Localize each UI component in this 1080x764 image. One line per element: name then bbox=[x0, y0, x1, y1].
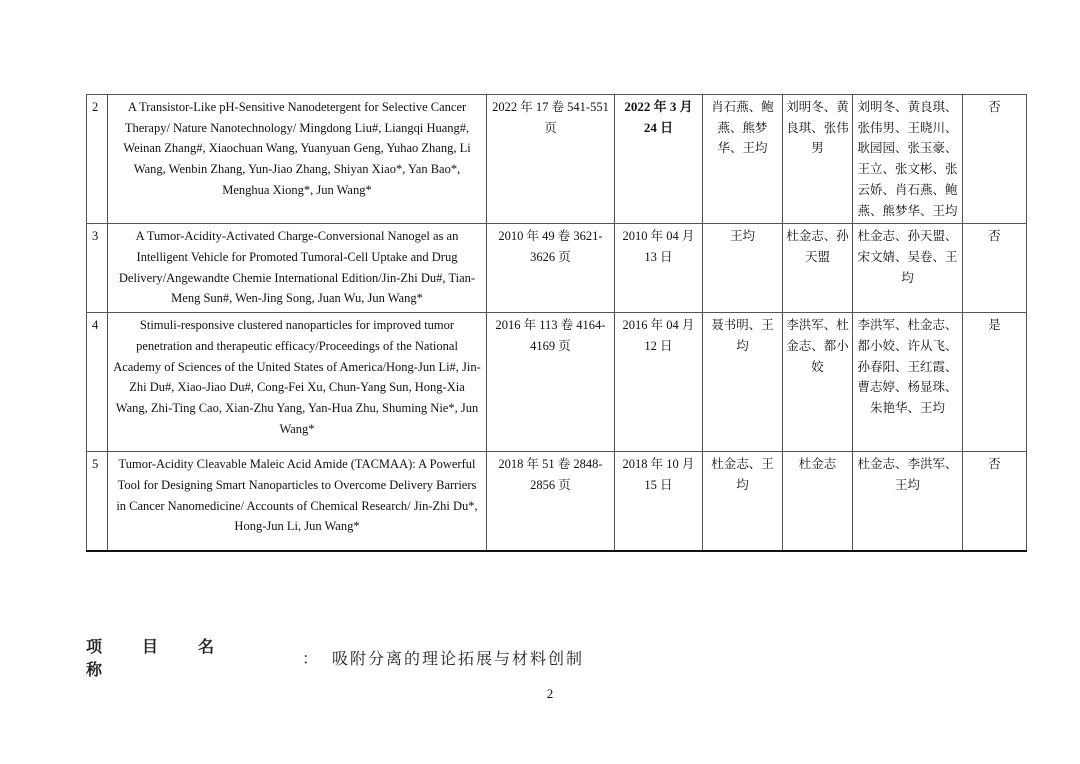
corresponding-authors: 杜金志、王均 bbox=[703, 452, 783, 551]
corresponding-authors: 王均 bbox=[703, 224, 783, 313]
volume-pages: 2018 年 51 卷 2848-2856 页 bbox=[487, 452, 615, 551]
publish-date: 2022 年 3 月 24 日 bbox=[615, 95, 703, 224]
publish-date: 2010 年 04 月 13 日 bbox=[615, 224, 703, 313]
first-authors: 杜金志、孙天盟 bbox=[783, 224, 853, 313]
paper-citation: A Tumor-Acidity-Activated Charge-Conversional Nanogel as an Intelligent Vehicle for Promoted Tumoral-Cell Uptake and Drug Delivery/Angewandte Chemie International Edition/Jin-Zhi Du#, Tian-Meng Sun#, Wen-Jing Song, Juan Wu, Jun Wang* bbox=[108, 224, 487, 313]
corresponding-authors: 肖石燕、鲍燕、熊梦华、王均 bbox=[703, 95, 783, 224]
table-row bbox=[87, 95, 1027, 224]
row-number: 5 bbox=[87, 452, 108, 551]
project-name-line bbox=[86, 634, 1026, 680]
publish-date: 2016 年 04 月 12 日 bbox=[615, 313, 703, 452]
flag-value: 否 bbox=[963, 95, 1027, 224]
paper-citation: Stimuli-responsive clustered nanoparticles for improved tumor penetration and therapeutic efficacy/Proceedings of the National Academy of Sciences of the United States of America/Hong-Jun Li#, Jin-Zhi Du#, Xiao-Jiao Du#, Cong-Fei Xu, Chun-Yang Sun, Hong-Xia Wang, Zhi-Ting Cao, Xian-Zhu Yang, Yan-Hua Zhu, Shuming Nie*, Jun Wang* bbox=[108, 313, 487, 452]
row-number: 2 bbox=[87, 95, 108, 224]
row-number: 4 bbox=[87, 313, 108, 452]
flag-value: 是 bbox=[963, 313, 1027, 452]
first-authors: 杜金志 bbox=[783, 452, 853, 551]
all-authors: 杜金志、李洪军、王均 bbox=[853, 452, 963, 551]
volume-pages: 2016 年 113 卷 4164-4169 页 bbox=[487, 313, 615, 452]
all-authors: 杜金志、孙天盟、宋文婧、吴卷、王均 bbox=[853, 224, 963, 313]
all-authors: 李洪军、杜金志、都小姣、许从飞、孙春阳、王红霞、曹志婷、杨显珠、朱艳华、王均 bbox=[853, 313, 963, 452]
all-authors: 刘明冬、黄良琪、张伟男、王晓川、耿园园、张玉豪、王立、张文彬、张云娇、肖石燕、鲍燕、熊梦华、王均 bbox=[853, 95, 963, 224]
volume-pages: 2010 年 49 卷 3621-3626 页 bbox=[487, 224, 615, 313]
flag-value: 否 bbox=[963, 452, 1027, 551]
table-row bbox=[87, 452, 1027, 551]
first-authors: 李洪军、杜金志、都小姣 bbox=[783, 313, 853, 452]
flag-value: 否 bbox=[963, 224, 1027, 313]
first-authors: 刘明冬、黄良琪、张伟男 bbox=[783, 95, 853, 224]
publish-date: 2018 年 10 月 15 日 bbox=[615, 452, 703, 551]
table-row bbox=[87, 224, 1027, 313]
corresponding-authors: 聂书明、王均 bbox=[703, 313, 783, 452]
project-name-value: 吸附分离的理论拓展与材料创制 bbox=[332, 648, 585, 668]
project-name-colon: ： bbox=[302, 648, 319, 668]
project-name-label: 项目名称 bbox=[86, 637, 255, 679]
row-number: 3 bbox=[87, 224, 108, 313]
paper-citation: Tumor-Acidity Cleavable Maleic Acid Amide (TACMAA): A Powerful Tool for Designing Smart Nanoparticles to Overcome Delivery Barriers in Cancer Nanomedicine/ Accounts of Chemical Research/ Jin-Zhi Du*, Hong-Jun Li, Jun Wang* bbox=[108, 452, 487, 551]
volume-pages: 2022 年 17 卷 541-551 页 bbox=[487, 95, 615, 224]
table-row bbox=[87, 313, 1027, 452]
page-number: 2 bbox=[546, 686, 554, 701]
paper-citation: A Transistor-Like pH-Sensitive Nanodetergent for Selective Cancer Therapy/ Nature Nanotechnology/ Mingdong Liu#, Liangqi Huang#, Weinan Zhang#, Xiaochuan Wang, Yuanyuan Geng, Yuhao Zhang, Li Wang, Wenbin Zhang, Yun-Jiao Zhang, Shiyan Xiao*, Yan Bao*, Menghua Xiong*, Jun Wang* bbox=[108, 95, 487, 224]
publication-table bbox=[86, 94, 1027, 552]
